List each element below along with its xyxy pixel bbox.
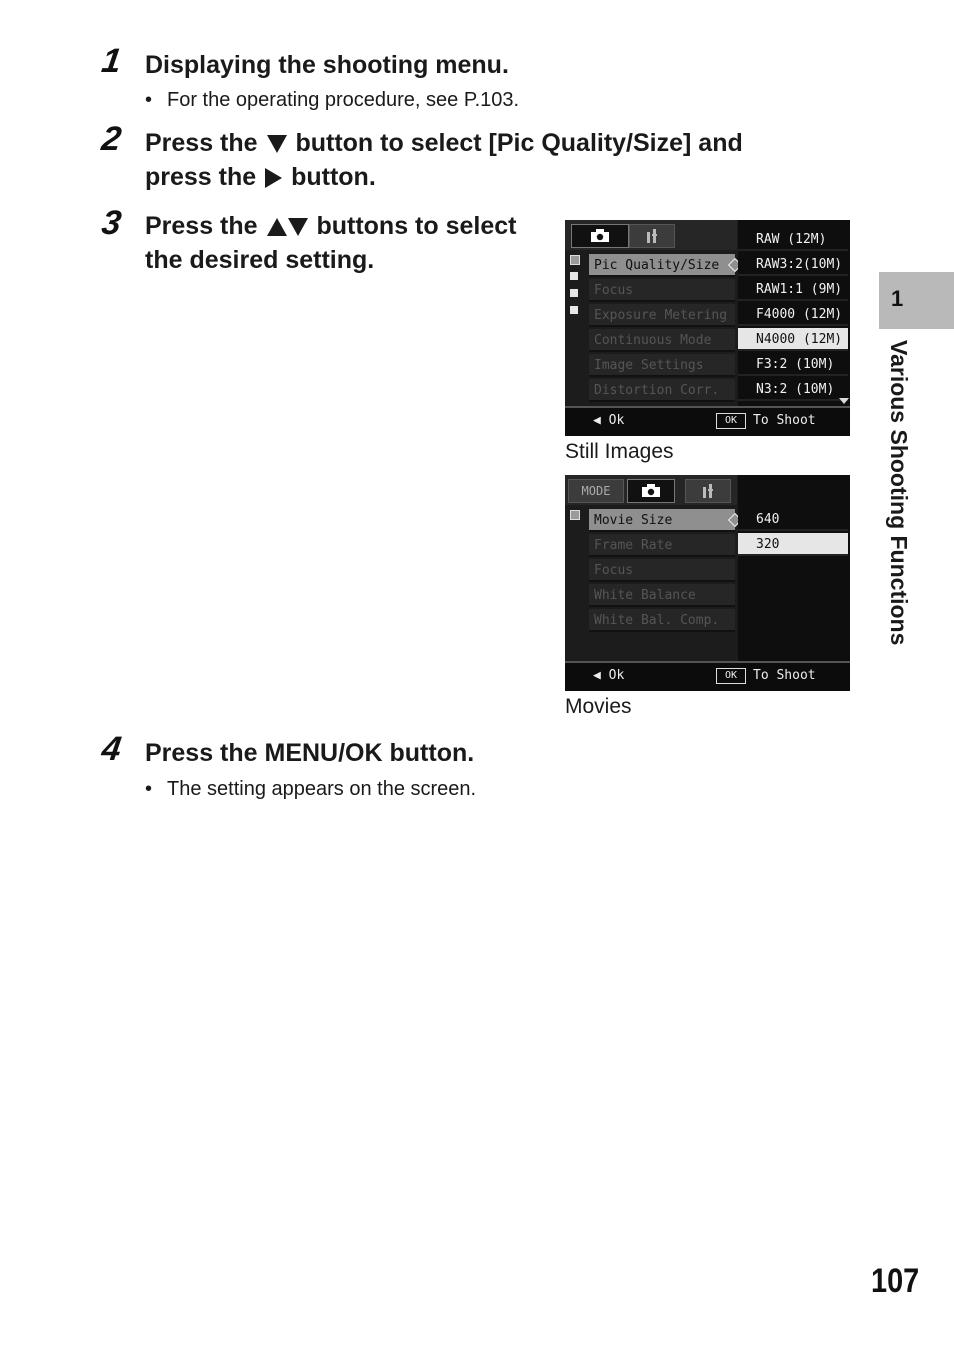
movies-screen — [565, 475, 850, 691]
page-marker — [570, 255, 580, 265]
movie-page-indicator — [565, 505, 587, 663]
step-2-text-a: Press the — [145, 129, 258, 157]
menu-item-frame-rate[interactable]: Frame Rate — [589, 534, 735, 557]
step-number-4: 4 — [99, 730, 124, 768]
ok-button-icon: OK — [716, 413, 746, 429]
option-raw-12m[interactable]: RAW (12M) — [738, 228, 848, 251]
bullet-dot: • — [145, 89, 153, 111]
menu-item-white-bal-comp[interactable]: White Bal. Comp. — [589, 609, 735, 632]
menu-item-image-settings[interactable]: Image Settings — [589, 354, 735, 377]
still-page-indicator — [565, 250, 587, 408]
still-options-column — [738, 220, 850, 406]
chapter-title: Various Shooting Functions — [886, 340, 912, 646]
mode-tab: MODE — [568, 479, 624, 503]
step-3-heading-line1 — [145, 209, 516, 243]
camera-icon — [627, 479, 675, 503]
page-marker — [570, 272, 578, 280]
step-4-heading: Press the MENU/OK button. — [145, 739, 475, 767]
down-arrow-icon — [267, 135, 287, 153]
option-n3-2-10m[interactable]: N3:2 (10M) — [738, 378, 848, 401]
setup-icon — [685, 479, 731, 503]
menu-item-label: Movie Size — [594, 513, 673, 528]
movie-tab-bar — [565, 475, 737, 505]
menu-item-distortion-corr[interactable]: Distortion Corr. — [589, 379, 735, 402]
to-shoot-label: To Shoot — [753, 668, 816, 683]
step-1-bullet-text: For the operating procedure, see P.103. — [167, 89, 520, 111]
option-n4000-12m[interactable]: N4000 (12M) — [738, 328, 848, 351]
step-2-heading-line1 — [145, 126, 743, 160]
step-number-3: 3 — [99, 204, 124, 242]
still-images-screen — [565, 220, 850, 436]
step-3-text-b: buttons to select — [316, 212, 517, 240]
step-4-bullet-text: The setting appears on the screen. — [167, 778, 477, 800]
camera-icon — [571, 224, 629, 248]
back-label: Ok — [608, 413, 625, 428]
option-raw3-2-10m[interactable]: RAW3:2(10M) — [738, 253, 848, 276]
menu-item-focus[interactable]: Focus — [589, 559, 735, 582]
option-320[interactable]: 320 — [738, 533, 848, 556]
step-1-bullet — [145, 88, 519, 112]
movies-caption: Movies — [565, 695, 632, 718]
movie-options-column — [738, 475, 850, 661]
menu-item-pic-quality-size[interactable] — [589, 254, 735, 277]
down-arrow-icon — [288, 218, 308, 236]
menu-item-white-balance[interactable]: White Balance — [589, 584, 735, 607]
right-arrow-icon — [265, 168, 282, 188]
bullet-dot: • — [145, 778, 153, 800]
step-3-heading-line2: the desired setting. — [145, 246, 375, 274]
step-2-heading-line2 — [145, 160, 376, 194]
up-arrow-icon — [267, 218, 287, 236]
option-f4000-12m[interactable]: F4000 (12M) — [738, 303, 848, 326]
still-tab-bar — [565, 220, 737, 250]
menu-item-focus[interactable]: Focus — [589, 279, 735, 302]
menu-item-continuous-mode[interactable]: Continuous Mode — [589, 329, 735, 352]
step-1-heading: Displaying the shooting menu. — [145, 51, 509, 79]
scroll-down-icon — [839, 398, 849, 404]
back-label: Ok — [608, 668, 625, 683]
page-number: 107 — [871, 1262, 920, 1300]
setup-icon — [629, 224, 675, 248]
step-number-2: 2 — [99, 120, 124, 158]
ok-button-icon: OK — [716, 668, 746, 684]
chapter-number: 1 — [891, 286, 904, 311]
step-number-1: 1 — [99, 42, 124, 80]
movie-bottom-bar — [565, 661, 850, 691]
menu-item-label: Pic Quality/Size — [594, 258, 720, 273]
page-marker — [570, 510, 580, 520]
menu-item-movie-size[interactable] — [589, 509, 735, 532]
step-2-text-b: button to select [Pic Quality/Size] and — [295, 129, 743, 157]
still-images-caption: Still Images — [565, 440, 674, 463]
movie-back-hint: ◀ Ok — [593, 668, 625, 683]
option-f3-2-10m[interactable]: F3:2 (10M) — [738, 353, 848, 376]
step-2-text-c: press the — [145, 163, 257, 191]
still-back-hint: ◀ Ok — [593, 413, 625, 428]
page-marker — [570, 306, 578, 314]
to-shoot-label: To Shoot — [753, 413, 816, 428]
menu-item-exposure-metering[interactable]: Exposure Metering — [589, 304, 735, 327]
step-3-text-a: Press the — [145, 212, 258, 240]
step-4-bullet — [145, 777, 476, 801]
option-raw1-1-9m[interactable]: RAW1:1 (9M) — [738, 278, 848, 301]
step-2-text-d: button. — [291, 163, 376, 191]
chapter-tab — [879, 272, 954, 329]
page-marker — [570, 289, 578, 297]
option-640[interactable]: 640 — [738, 508, 848, 531]
still-bottom-bar — [565, 406, 850, 436]
